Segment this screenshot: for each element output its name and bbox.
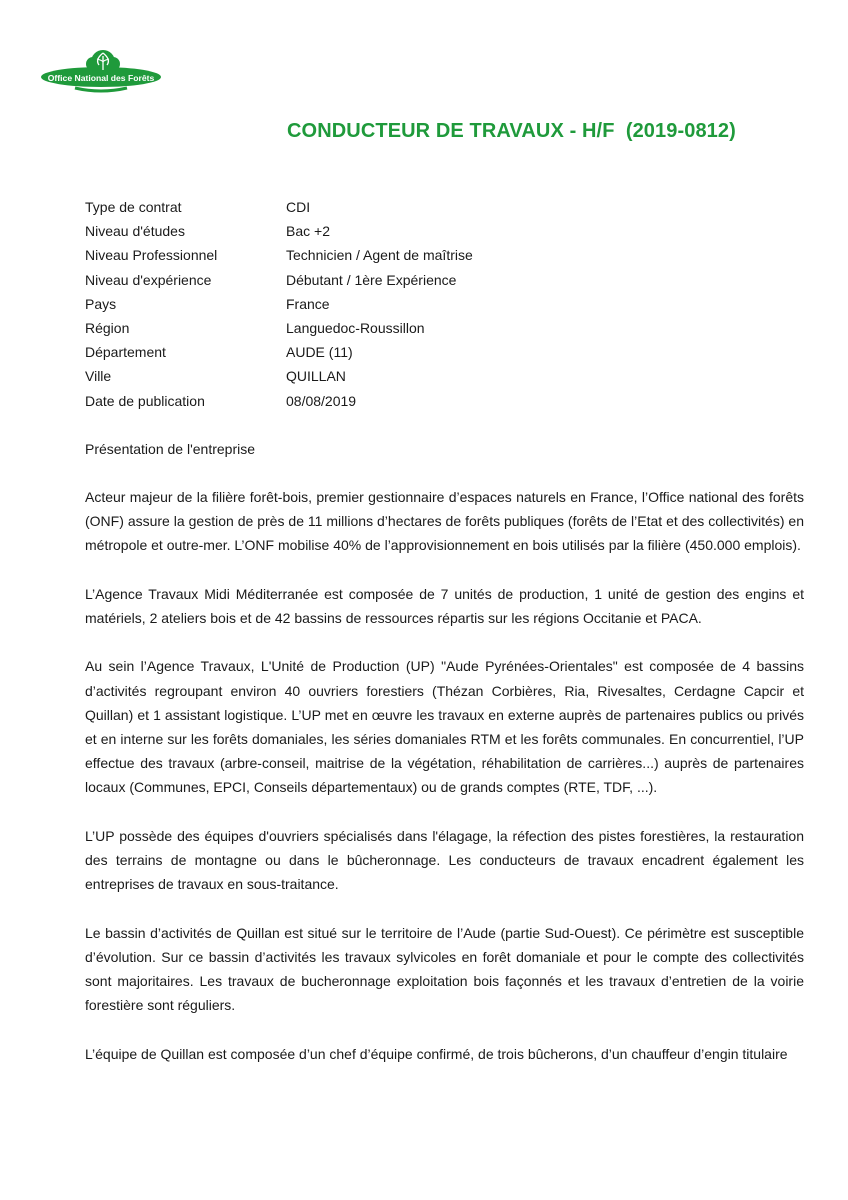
info-value: Technicien / Agent de maîtrise: [286, 247, 473, 264]
info-row-contract-type: [85, 195, 473, 219]
info-row-professional-level: [85, 243, 473, 267]
info-row-country: [85, 292, 473, 316]
info-label: Ville: [85, 368, 112, 385]
onf-logo-graphic: [40, 48, 162, 94]
info-value: QUILLAN: [286, 368, 346, 385]
info-row-region: [85, 316, 473, 340]
info-value: Bac +2: [286, 223, 330, 240]
company-presentation-text: [85, 485, 804, 1090]
page-title: CONDUCTEUR DE TRAVAUX - H/F (2019-0812): [287, 120, 736, 142]
info-label: Pays: [85, 295, 117, 312]
info-row-publication-date: [85, 389, 473, 413]
paragraph: Acteur majeur de la filière forêt-bois, premier gestionnaire d’espaces naturels en France, l’Office national des forêts (ONF) assure la gestion de près de 11 millions d’hectares de forêts publiques (forêts de l’Etat et des collectivités) en métropole et outre-mer. L’ONF mobilise 40% de l’approvisionnement en bois utilisés par la filière (450.000 emplois).: [85, 489, 804, 554]
info-label: Région: [85, 319, 130, 336]
info-label: Département: [85, 344, 166, 361]
info-value: AUDE (11): [286, 344, 353, 361]
info-value: Languedoc-Roussillon: [286, 319, 425, 336]
info-row-city: [85, 364, 473, 388]
info-row-department: [85, 340, 473, 364]
paragraph: L’UP possède des équipes d'ouvriers spécialisés dans l'élagage, la réfection des pistes forestières, la restauration des terrains de montagne ou dans le bûcheronnage. Les conducteurs de travaux encadrent également les entreprises de travaux en sous-traitance.: [85, 827, 804, 893]
info-row-education-level: [85, 219, 473, 243]
info-label: Niveau d'expérience: [85, 271, 212, 288]
paragraph: L’équipe de Quillan est composée d’un chef d’équipe confirmé, de trois bûcherons, d’un chauffeur d’engin titulaire: [85, 1045, 788, 1062]
section-title-company-presentation: Présentation de l'entreprise: [85, 441, 255, 457]
info-value: France: [286, 295, 330, 312]
info-label: Date de publication: [85, 392, 205, 409]
job-info-table: [85, 195, 473, 413]
info-value: 08/08/2019: [286, 392, 357, 409]
onf-logo: [40, 48, 162, 94]
info-row-experience-level: [85, 268, 473, 292]
info-value: CDI: [286, 199, 311, 215]
paragraph: Au sein l’Agence Travaux, L'Unité de Production (UP) "Aude Pyrénées-Orientales" est composée de 4 bassins d’activités regroupant environ 40 ouvriers forestiers (Thézan Corbières, Ria, Rivesaltes, Cerdagne Capcir et Quillan) et 1 assistant logistique. L’UP met en œuvre les travaux en externe auprès de partenaires publics ou privés et en interne sur les forêts domaniales, les séries domaniales RTM et les forêts communales. En concurrentiel, l’UP effectue des travaux (arbre-conseil, maitrise de la végétation, réhabilitation de carrières...) auprès de partenaires locaux (Communes, EPCI, Conseils départementaux) ou de grands comptes (RTE, TDF, ...).: [85, 658, 804, 796]
info-label: Niveau Professionnel: [85, 247, 218, 264]
paragraph: L’Agence Travaux Midi Méditerranée est composée de 7 unités de production, 1 unité de gestion des engins et matériels, 2 ateliers bois et de 42 bassins de ressources répartis sur les régions Occitanie et PACA.: [85, 585, 804, 626]
info-label: Niveau d'études: [85, 223, 185, 240]
info-label: Type de contrat: [85, 199, 182, 215]
paragraph: Le bassin d’activités de Quillan est situé sur le territoire de l’Aude (partie Sud-Ouest). Ce périmètre est susceptible d’évolution. Sur ce bassin d’activités les travaux sylvicoles en forêt domaniale et pour le compte des collectivités sont majoritaires. Les travaux de bucheronnage exploitation bois façonnés et les travaux d’entretien de la voirie forestière sont réguliers.: [85, 924, 804, 1014]
info-value: Débutant / 1ère Expérience: [286, 271, 457, 288]
logo-text: Office National des Forêts: [47, 73, 155, 83]
